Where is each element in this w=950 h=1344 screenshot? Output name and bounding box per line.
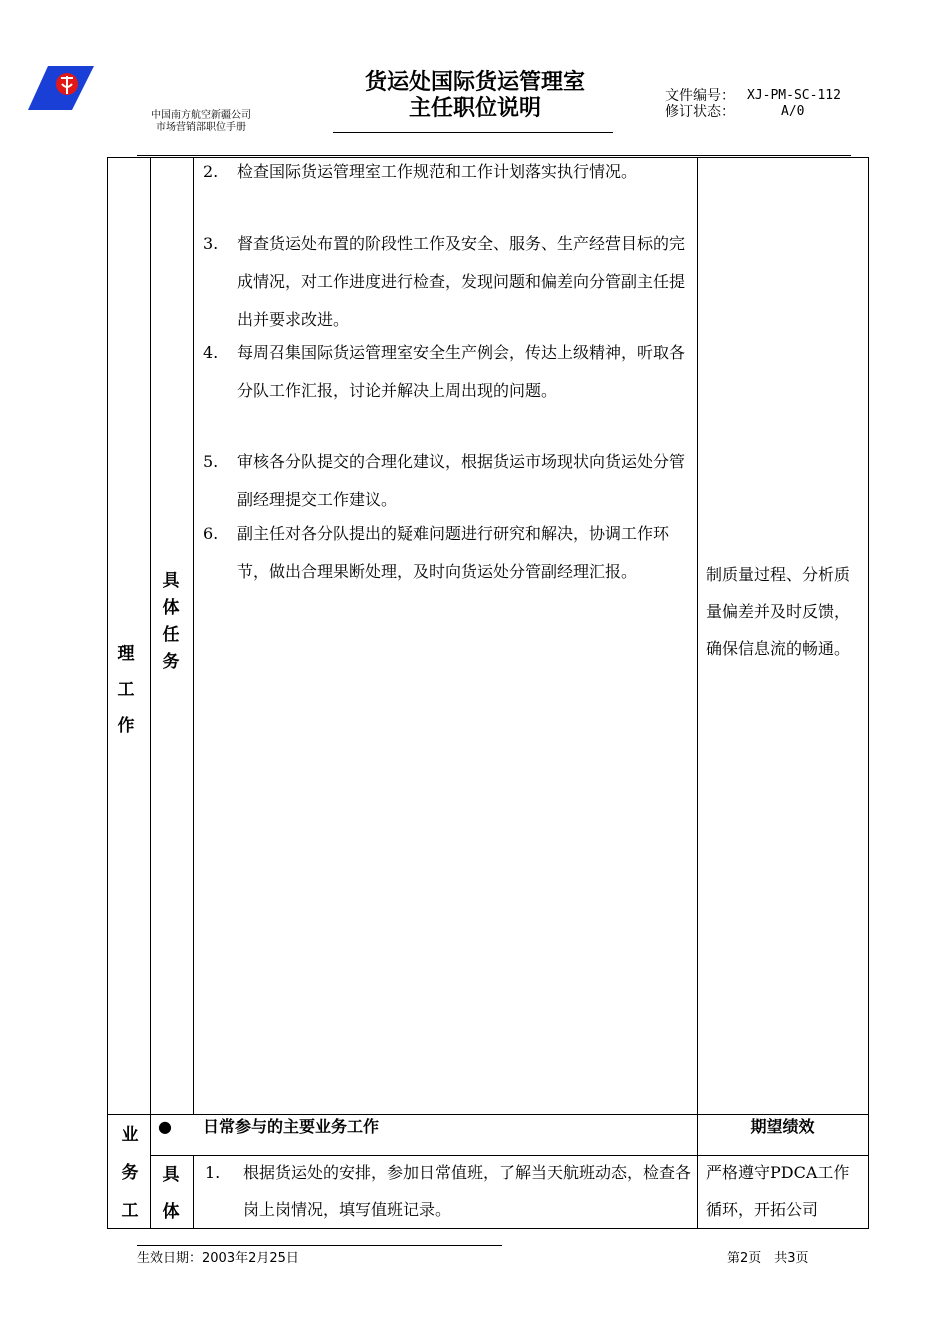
sub-label-specific-tasks: 具 体 任 务	[162, 571, 180, 672]
page-number: 第2页 共3页	[727, 1251, 809, 1266]
bullet-icon: ●	[158, 1117, 172, 1136]
company-name: 中国南方航空新疆公司 市场营销部职位手册	[151, 110, 251, 133]
doc-no-label: 文件编号：	[665, 88, 735, 104]
doc-no-value: XJ-PM-SC-112	[747, 88, 841, 103]
list-item: 4. 每周召集国际货运管理室安全生产例会，传达上级精神，听取各分队工作汇报，讨论并解决上周出现的问题。	[203, 343, 686, 400]
business-heading: 日常参与的主要业务工作	[203, 1117, 380, 1136]
revision-label: 修订状态：	[665, 104, 735, 120]
table-divider	[697, 157, 698, 1228]
list-item: 5. 审核各分队提交的合理化建议，根据货运市场现状向货运处分管副经理提交工作建议。	[203, 452, 686, 509]
expected-performance-text: 制质量过程、分析质量偏差并及时反馈，确保信息流的畅通。	[706, 565, 851, 658]
china-southern-logo	[28, 64, 96, 112]
table-divider	[193, 1155, 194, 1228]
table-border-right	[868, 157, 869, 1228]
document-info	[665, 88, 841, 120]
expected-performance-text: 严格遵守PDCA工作循环，开拓公司	[706, 1163, 850, 1219]
footer-rule	[137, 1245, 502, 1246]
list-item: 3. 督查货运处布置的阶段性工作及安全、服务、生产经营目标的完成情况，对工作进度进行检查，发现问题和偏差向分管副主任提出并要求改进。	[203, 234, 686, 329]
title-underline	[333, 132, 613, 133]
list-item: 2. 检查国际货运管理室工作规范和工作计划落实执行情况。	[203, 162, 638, 181]
effective-date: 生效日期：2003年2月25日	[137, 1251, 299, 1266]
list-item: 6. 副主任对各分队提出的疑难问题进行研究和解决，协调工作环节，做出合理果断处理，及时向货运处分管副经理汇报。	[203, 524, 670, 581]
list-item: 1. 根据货运处的安排，参加日常值班，了解当天航班动态，检查各岗上岗情况，填写值班记录。	[205, 1163, 692, 1219]
table-border-left	[107, 157, 108, 1228]
table-divider	[193, 157, 194, 1114]
revision-value: A/0	[781, 104, 805, 119]
expected-performance-heading: 期望绩效	[750, 1117, 815, 1136]
table-border-bottom	[107, 1228, 869, 1229]
document-title: 货运处国际货运管理室 主任职位说明	[364, 70, 585, 121]
section-label-business: 业 务 工	[121, 1125, 139, 1221]
table-divider	[150, 157, 151, 1228]
sub-label-specific: 具 体	[162, 1165, 180, 1222]
section-label-management: 理 工 作	[117, 644, 135, 736]
